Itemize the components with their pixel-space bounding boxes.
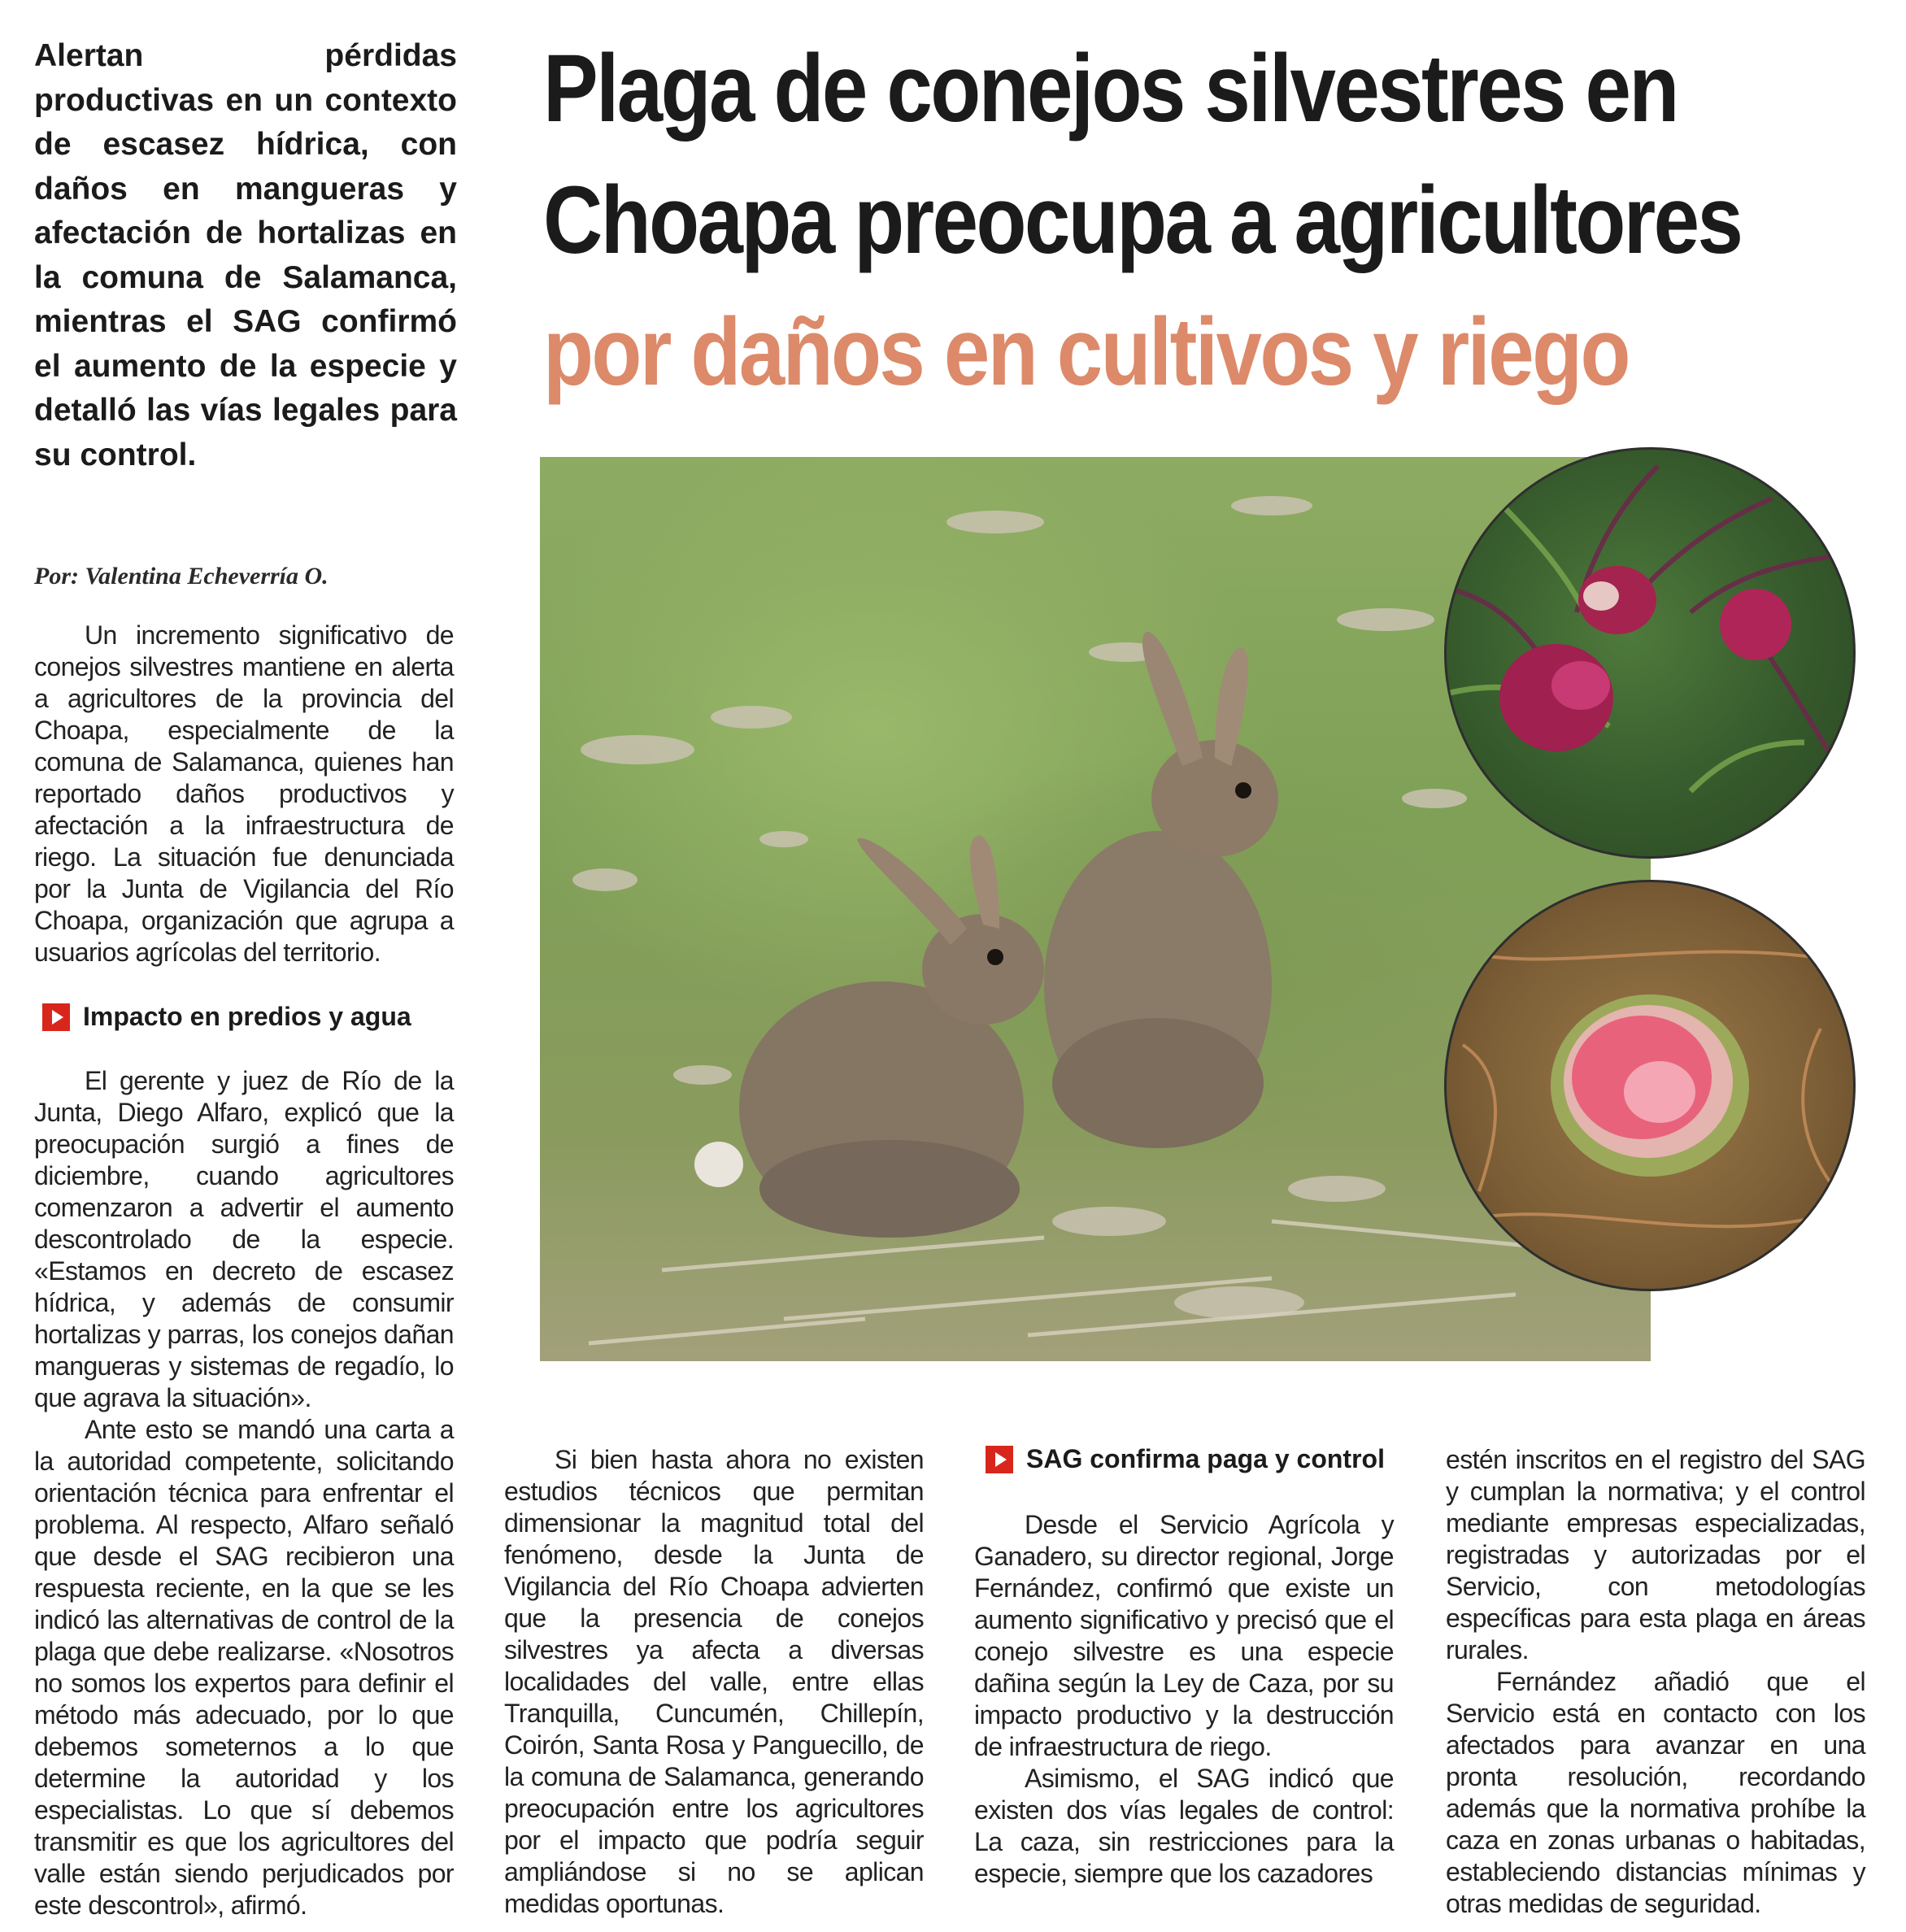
- column-3: [974, 1509, 1394, 1890]
- column-2: [504, 1444, 924, 1920]
- column-1: [34, 620, 454, 968]
- play-arrow-icon: [42, 1003, 70, 1031]
- subhead-impacto: [42, 1002, 411, 1032]
- column-1-continued: [34, 1065, 454, 1921]
- subhead-text: SAG confirma paga y control: [1026, 1444, 1385, 1473]
- column-4: [1446, 1444, 1865, 1920]
- paragraph: Ante esto se mandó una carta a la autoridad competente, solicitando orientación técnica para enfrentar el problema. Al respecto, Alfaro señaló que desde el SAG recibieron una respuesta reciente, en la que se les indicó las alternativas de control de la plaga que debe realizarse. «Nosotros no somos los expertos para definir el método más adecuado, por lo que debemos someternos a lo que determine la autoridad y los especialistas. Lo que sí debemos transmitir es que los agricultores del valle están siendo perjudicados por este descontrol», afirmó.: [34, 1415, 454, 1920]
- paragraph: estén inscritos en el registro del SAG y cumplan la normativa; y el control mediante empresas especializadas, registradas y autorizadas por el Servicio, con metodologías específicas para esta plaga en áreas rurales.: [1446, 1445, 1865, 1664]
- lead-paragraph: Alertan pérdidas productivas en un contexto de escasez hídrica, con daños en mangueras y afectación de hortalizas en la comuna de Salamanca, mientras el SAG confirmó el aumento de la especie y detalló las vías legales para su control.: [34, 38, 457, 472]
- beets-inset-photo: [1444, 447, 1856, 859]
- watermelon-inset-photo: [1444, 880, 1856, 1291]
- headline-line-3: por daños en cultivos y riego: [543, 298, 1629, 406]
- paragraph: Si bien hasta ahora no existen estudios técnicos que permitan dimensionar la magnitud total del fenómeno, desde la Junta de Vigilancia del Río Choapa advierten que la presencia de conejos silvestres ya afecta a diversas localidades del valle, entre ellas Tranquilla, Cuncumén, Chillepín, Coirón, Santa Rosa y Panguecillo, de la comuna de Salamanca, generando preocupación entre los agricultores por el impacto que podría seguir ampliándose si no se aplican medidas oportunas.: [504, 1445, 924, 1918]
- subhead-text: Impacto en predios y agua: [83, 1002, 411, 1031]
- paragraph: Desde el Servicio Agrícola y Ganadero, su director regional, Jorge Fernández, confirmó que existe un aumento significativo y precisó que el conejo silvestre es una especie dañina según la Ley de Caza, por su impacto productivo y la destrucción de infraestructura de riego.: [974, 1510, 1394, 1761]
- headline-line-1: Plaga de conejos silvestres en: [543, 35, 1678, 142]
- paragraph: Un incremento significativo de conejos silvestres mantiene en alerta a agricultores de la provincia del Choapa, especialmente de la comuna de Salamanca, quienes han reportado daños productivos y afectación a la infraestructura de riego. La situación fue denunciada por la Junta de Vigilancia del Río Choapa, organización que agrupa a usuarios agrícolas del territorio.: [34, 620, 454, 967]
- paragraph: El gerente y juez de Río de la Junta, Diego Alfaro, explicó que la preocupación surgió a fines de diciembre, cuando agricultores comenzaron a advertir el aumento descontrolado de la especie. «Estamos en decreto de escasez hídrica, y además de consumir hortalizas y parras, los conejos dañan mangueras y sistemas de regadío, lo que agrava la situación».: [34, 1066, 454, 1412]
- rabbit-left: [694, 835, 1044, 1238]
- subhead-sag: [986, 1444, 1385, 1474]
- headline-line-2: Choapa preocupa a agricultores: [543, 167, 1742, 274]
- byline: Por: Valentina Echeverría O.: [34, 563, 329, 590]
- headline: [543, 23, 1742, 418]
- paragraph: Asimismo, el SAG indicó que existen dos vías legales de control: La caza, sin restricciones para la especie, siempre que los cazadores: [974, 1764, 1394, 1888]
- paragraph: Fernández añadió que el Servicio está en contacto con los afectados para avanzar en una pronta resolución, recordando además que la normativa prohíbe la caza en zonas urbanas o habitadas, estableciendo distancias mínimas y otras medidas de seguridad.: [1446, 1667, 1865, 1918]
- play-arrow-icon: [986, 1446, 1013, 1473]
- rabbit-right: [1044, 632, 1278, 1148]
